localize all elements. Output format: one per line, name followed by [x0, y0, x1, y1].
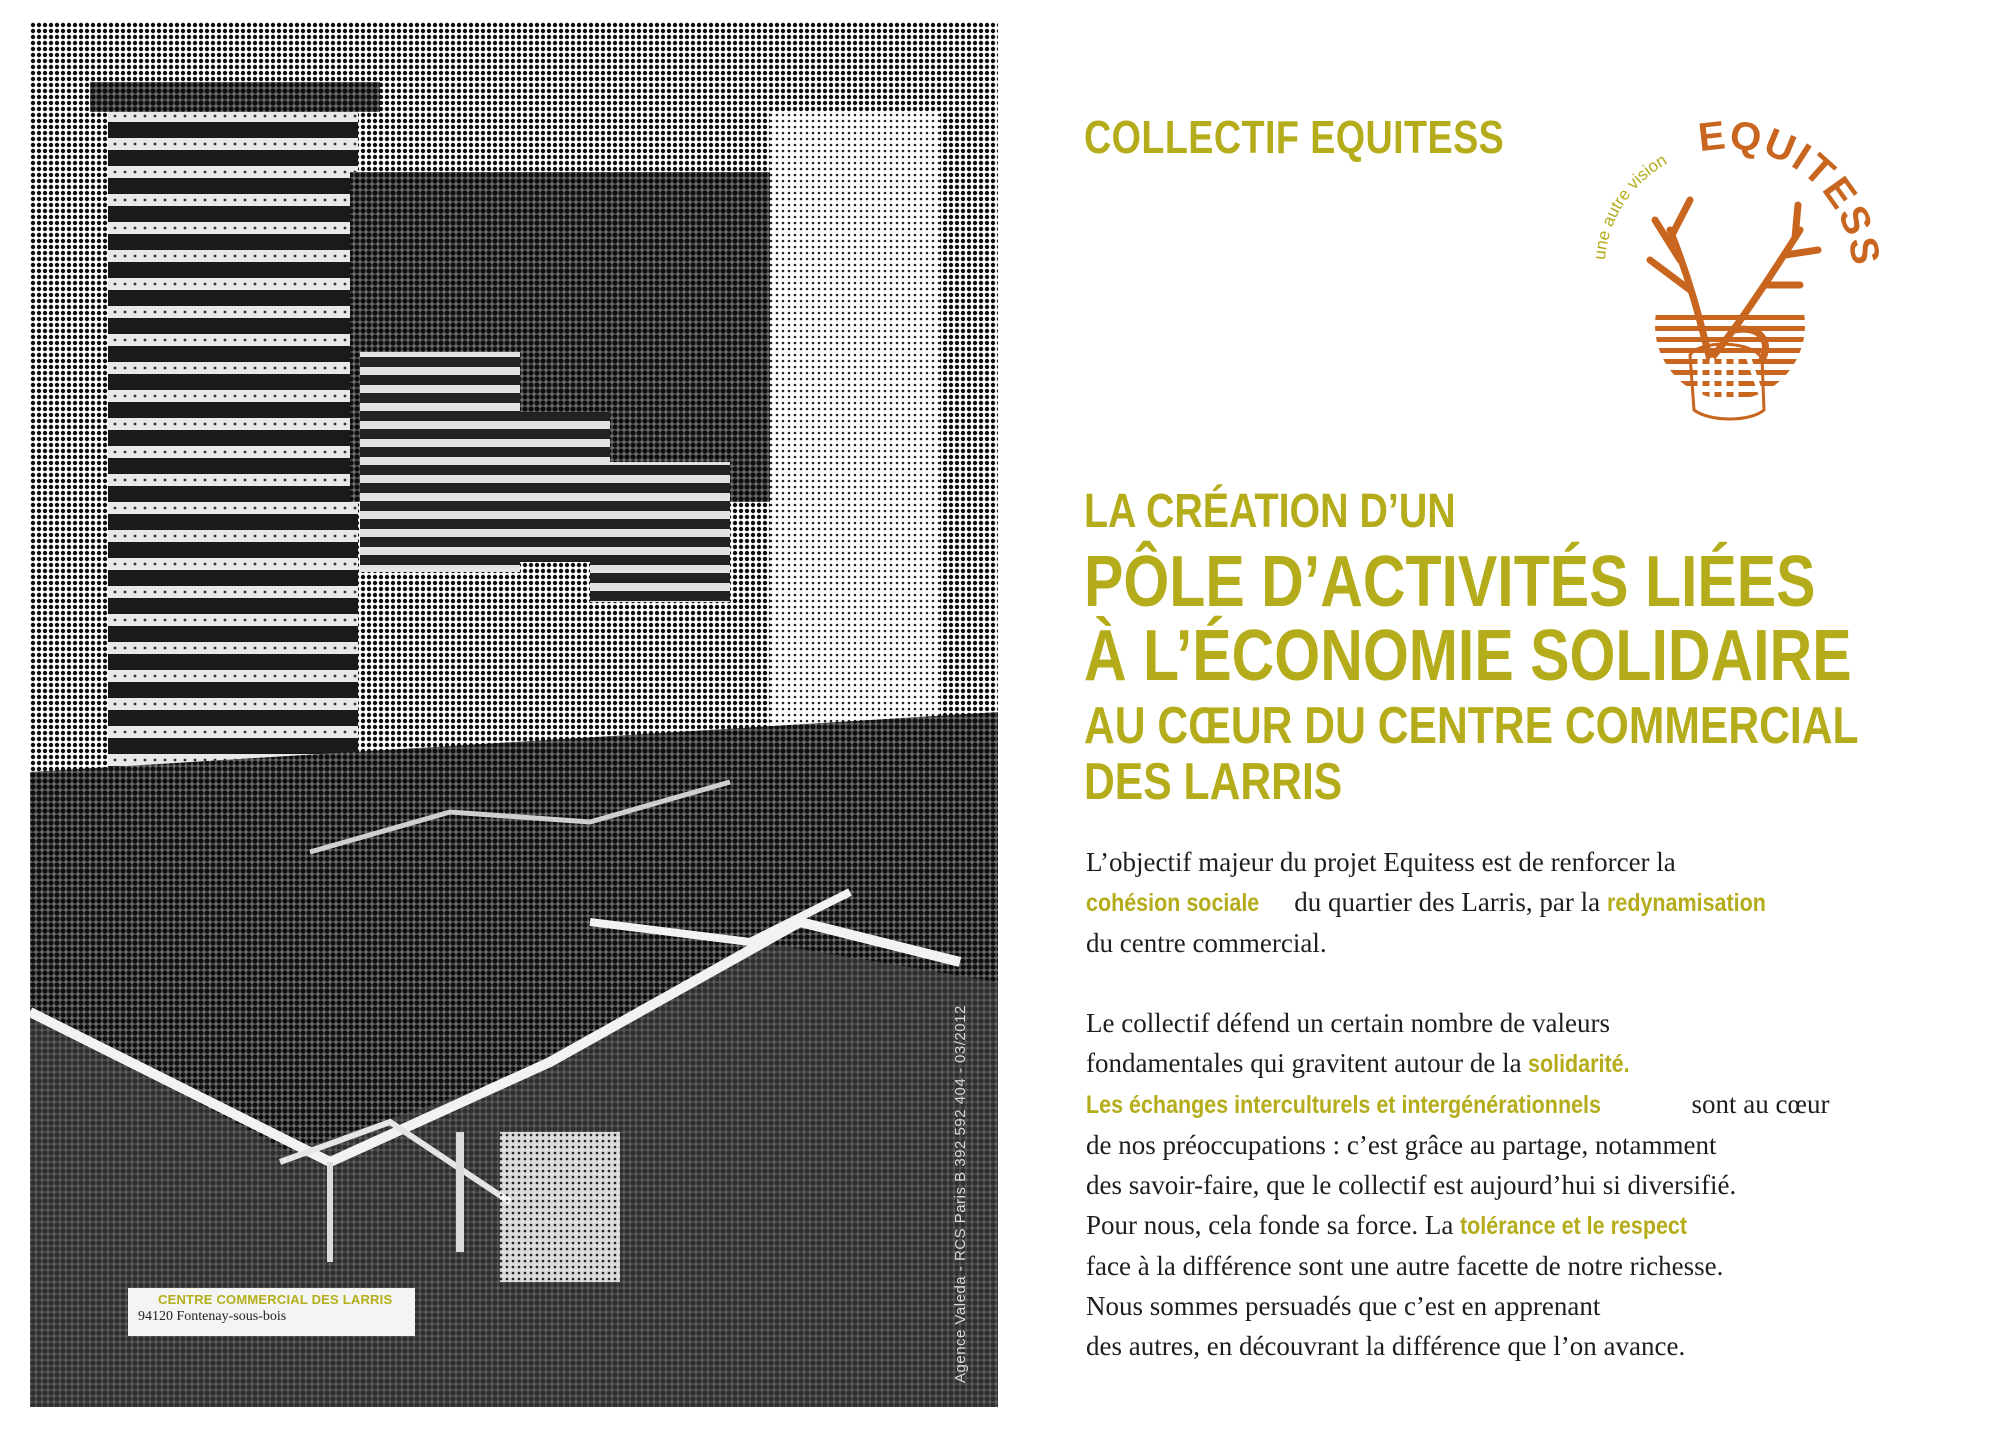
- body-text-run: de nos préoccupations : c’est grâce au partage, notamment: [1086, 1130, 1717, 1160]
- body-text-run: des savoir-faire, que le collectif est aujourd’hui si diversifié.: [1086, 1170, 1737, 1200]
- body-line: [1086, 1043, 1936, 1084]
- tree-hand-icon: [1650, 200, 1818, 360]
- body-text-run: sont au cœur: [1684, 1089, 1830, 1119]
- body-text-run: L’objectif majeur du projet Equitess est de renforcer la: [1086, 847, 1676, 877]
- body-line: [1086, 842, 1936, 882]
- body-line: [1086, 923, 1936, 963]
- photo-credit: Agence Valeda - RCS Paris B 392 592 404 - 03/2012: [952, 1005, 969, 1383]
- body-text-run: Pour nous, cela fonde sa force. La: [1086, 1210, 1461, 1240]
- logo-word: EQUITESS: [1696, 113, 1888, 270]
- body-text-run: du centre commercial.: [1086, 928, 1327, 958]
- body-line: [1086, 1125, 1936, 1165]
- address-name: CENTRE COMMERCIAL DES LARRIS: [158, 1292, 393, 1307]
- text-panel: [1000, 0, 2000, 1429]
- headline-line: LA CRÉATION D’UN: [1084, 485, 1456, 538]
- equitess-logo: [1550, 110, 1890, 430]
- highlight-phrase: tolérance et le respect: [1460, 1212, 1688, 1240]
- body-text-run: Nous sommes persuadés que c’est en apprenant: [1086, 1291, 1601, 1321]
- headline-line: PÔLE D’ACTIVITÉS LIÉES: [1084, 542, 1816, 622]
- body-line: [1086, 882, 1936, 923]
- headline-line: DES LARRIS: [1084, 753, 1343, 811]
- highlight-phrase: redynamisation: [1606, 889, 1766, 917]
- highlight-phrase: Les échanges interculturels et intergénérationnels: [1086, 1091, 1601, 1119]
- body-line: [1086, 1205, 1936, 1246]
- stripes-disc: [1650, 315, 1810, 397]
- body-line: [1086, 1084, 1936, 1125]
- body-text-run: du quartier des Larris, par la: [1287, 887, 1607, 917]
- paragraph-gap: [1086, 963, 1936, 1003]
- highlight-phrase: solidarité.: [1528, 1050, 1630, 1078]
- body-text-run: face à la différence sont une autre facette de notre richesse.: [1086, 1251, 1724, 1281]
- body-text: [1086, 842, 1936, 1366]
- building-photo: [30, 22, 998, 1407]
- body-text-run: des autres, en découvrant la différence que l’on avance.: [1086, 1331, 1686, 1361]
- body-text-run: Le collectif défend un certain nombre de valeurs: [1086, 1008, 1611, 1038]
- body-line: [1086, 1326, 1936, 1366]
- address-city: 94120 Fontenay-sous-bois: [138, 1309, 287, 1324]
- highlight-phrase: cohésion sociale: [1086, 889, 1260, 917]
- body-line: [1086, 1003, 1936, 1043]
- headline: [1084, 485, 1904, 811]
- body-text-run: fondamentales qui gravitent autour de la: [1086, 1048, 1529, 1078]
- photo-panel: [30, 22, 998, 1407]
- collectif-title: COLLECTIF EQUITESS: [1084, 111, 1505, 163]
- headline-line: À L’ÉCONOMIE SOLIDAIRE: [1084, 616, 1852, 696]
- address-label: [128, 1288, 415, 1336]
- headline-line: AU CŒUR DU CENTRE COMMERCIAL: [1084, 697, 1859, 755]
- body-line: [1086, 1165, 1936, 1205]
- body-line: [1086, 1246, 1936, 1286]
- logo-tagline: une autre vision: [1589, 150, 1670, 261]
- body-line: [1086, 1286, 1936, 1326]
